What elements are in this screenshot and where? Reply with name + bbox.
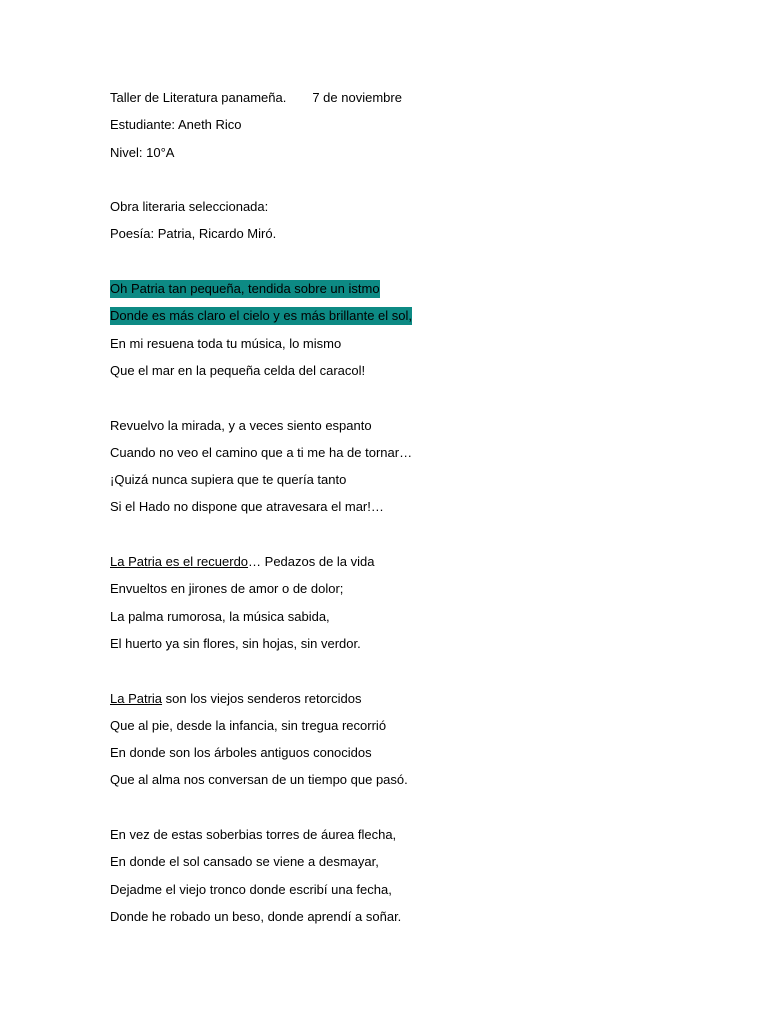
verse-line: Que el mar en la pequeña celda del caracol!: [110, 362, 366, 378]
verse-line: La palma rumorosa, la música sabida,: [110, 608, 330, 624]
student-level: Nivel: 10°A: [110, 144, 175, 160]
stanza-1: [110, 275, 710, 384]
highlighted-verse: Oh Patria tan pequeña, tendida sobre un istmo: [110, 281, 380, 297]
date: 7 de noviembre: [312, 90, 402, 105]
verse-line: Que al pie, desde la infancia, sin tregua recorrió: [110, 717, 387, 733]
stanza-4: [110, 685, 710, 794]
course-title: Taller de Literatura panameña.: [110, 90, 287, 105]
verse-line: Cuando no veo el camino que a ti me ha de tornar…: [110, 444, 413, 460]
verse-line: Donde he robado un beso, donde aprendí a soñar.: [110, 908, 402, 924]
highlighted-verse: Donde es más claro el cielo y es más brillante el sol,: [110, 308, 413, 324]
verse-line: Que al alma nos conversan de un tiempo que pasó.: [110, 772, 408, 788]
verse-line: Revuelvo la mirada, y a veces siento espanto: [110, 417, 372, 433]
stanza-5: [110, 821, 710, 930]
underlined-phrase: La Patria es el recuerdo: [110, 554, 249, 570]
verse-line: En donde son los árboles antiguos conocidos: [110, 745, 372, 761]
verse-line: ¡Quizá nunca supiera que te quería tanto: [110, 472, 347, 488]
verse-text: … Pedazos de la vida: [248, 554, 375, 570]
verse-line: En donde el sol cansado se viene a desmayar,: [110, 854, 379, 870]
work-title: Poesía: Patria, Ricardo Miró.: [110, 226, 277, 242]
verse-line: Dejadme el viejo tronco donde escribí una fecha,: [110, 881, 392, 897]
student-name: Estudiante: Aneth Rico: [110, 117, 242, 133]
verse-line: Si el Hado no dispone que atravesara el mar!…: [110, 499, 384, 515]
verse-text: son los viejos senderos retorcidos: [162, 690, 362, 706]
underlined-phrase: La Patria: [110, 690, 163, 706]
header-line: [110, 84, 710, 111]
work-label: Obra literaria seleccionada:: [110, 199, 269, 215]
verse-line: En vez de estas soberbias torres de áurea flecha,: [110, 827, 397, 843]
verse-line: El huerto ya sin flores, sin hojas, sin verdor.: [110, 635, 361, 651]
verse-line: Envueltos en jirones de amor o de dolor;: [110, 581, 344, 597]
stanza-2: [110, 412, 710, 521]
document-page: [110, 84, 710, 930]
verse-line: En mi resuena toda tu música, lo mismo: [110, 335, 342, 351]
stanza-3: [110, 548, 710, 657]
